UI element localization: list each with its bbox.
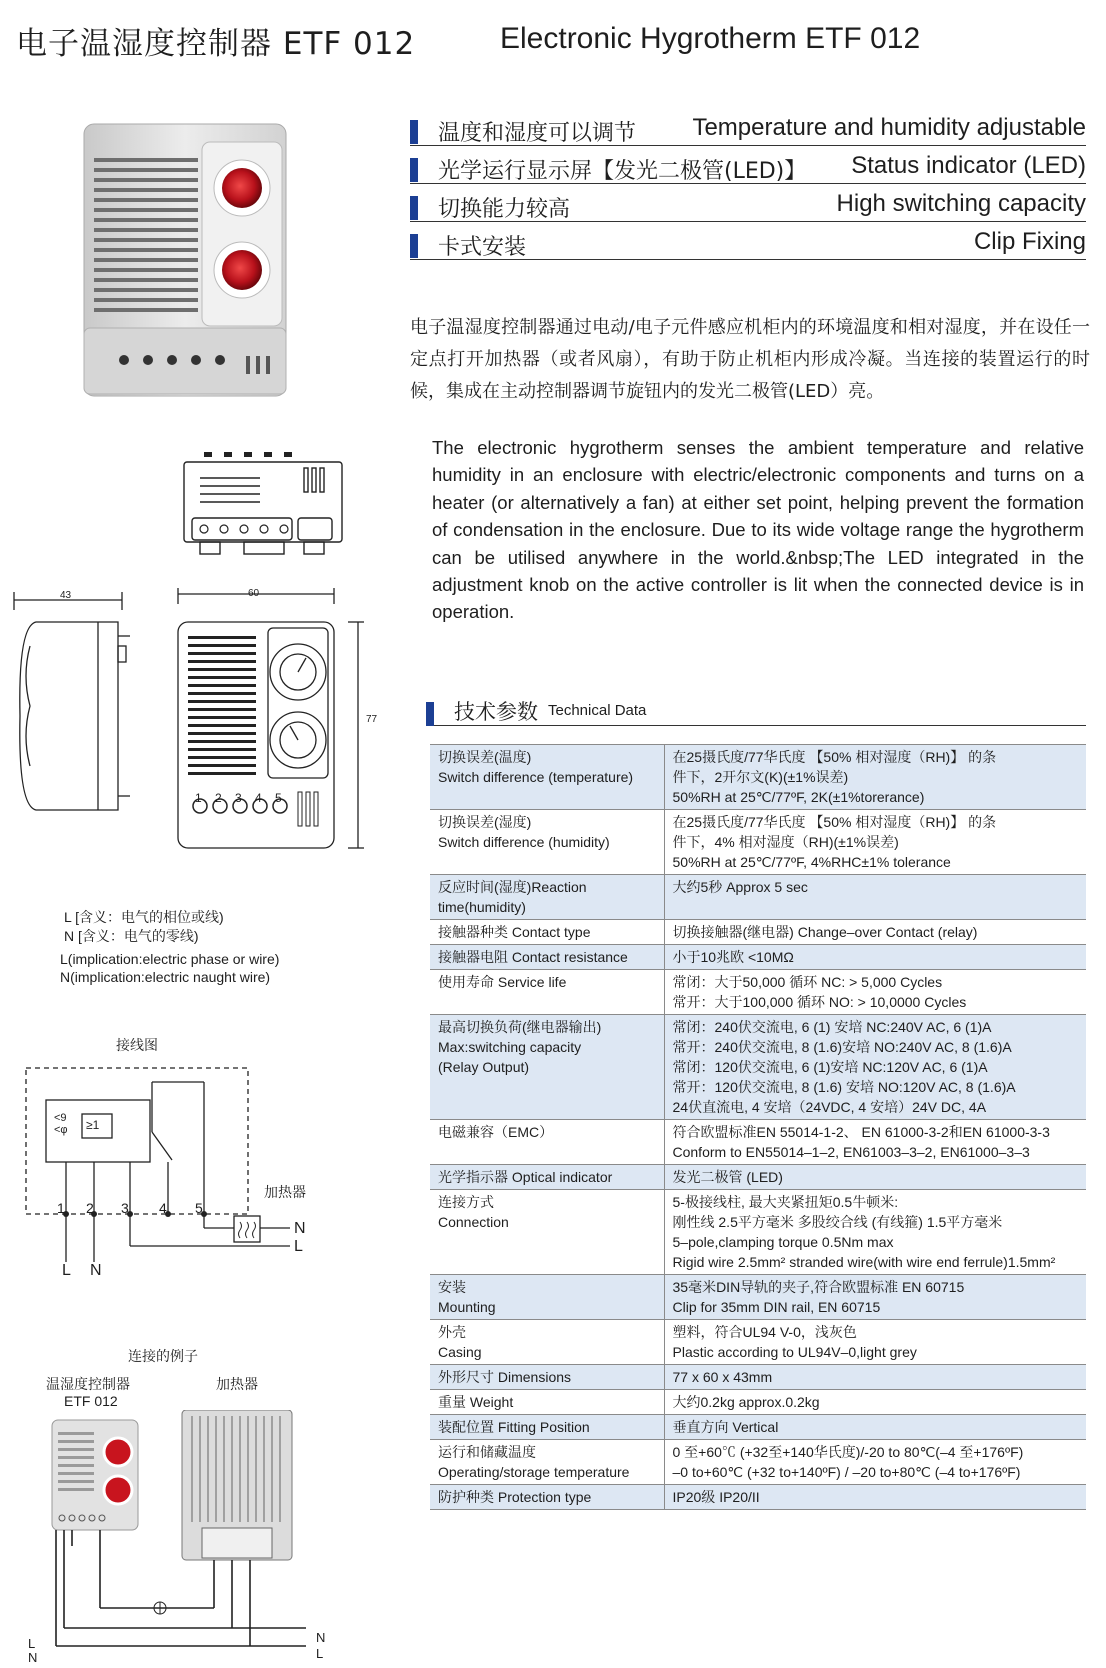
spec-value: 符合欧盟标准EN 55014-1-2、 EN 61000-3-2和EN 61000-3-3 bbox=[672, 1124, 1050, 1140]
feature-label-en: Temperature and humidity adjustable bbox=[692, 114, 1086, 141]
depth-dimension: 43 bbox=[60, 590, 72, 601]
heater-symbol-icon bbox=[239, 1222, 256, 1238]
spec-key-cell bbox=[430, 1485, 664, 1510]
spec-key-cell bbox=[430, 1415, 664, 1440]
example-controller-label: 温湿度控制器 bbox=[46, 1376, 130, 1392]
spec-value: IP20级 IP20/II bbox=[672, 1489, 760, 1505]
spec-value: 发光二极管 (LED) bbox=[672, 1169, 783, 1185]
feature-label-cn: 温度和湿度可以调节 bbox=[438, 121, 637, 146]
wiring-symbol-ge: ≥1 bbox=[86, 1118, 100, 1132]
spec-key-cell bbox=[430, 1190, 664, 1275]
height-dimension: 77 bbox=[366, 714, 378, 725]
spec-value: 50%RH at 25℃/77ºF, 4%RHC±1% tolerance bbox=[672, 854, 951, 870]
table-row bbox=[430, 1275, 1086, 1320]
spec-key: 切换误差(湿度) bbox=[438, 814, 532, 830]
spec-value: Conform to EN55014–1–2, EN61003–3–2, EN61000–3–3 bbox=[672, 1144, 1030, 1160]
spec-value-cell bbox=[664, 945, 1086, 970]
feature-row-led bbox=[410, 150, 1086, 184]
spec-value-cell bbox=[664, 1120, 1086, 1165]
connection-example-drawing bbox=[26, 1410, 326, 1660]
spec-value: Rigid wire 2.5mm² stranded wire(with wire end ferrule)1.5mm² bbox=[672, 1254, 1056, 1270]
width-dimension: 60 bbox=[248, 588, 260, 599]
front-view-drawing bbox=[176, 584, 376, 854]
table-row bbox=[430, 945, 1086, 970]
section-bar-icon bbox=[410, 234, 418, 258]
description-en: The electronic hygrotherm senses the ambient temperature and relative humidity in an enclosure with electric/electronic components and turns on a heater (or alternatively a fan) at either set point, helping prevent the formation of condensation in the enclosure. Due to its wide voltage range the hygrotherm can be utilised anywhere in the world.&nbsp;The LED integrated in the adjustment knob on the active controller is lit when the connected device is in operation. bbox=[432, 437, 1084, 623]
spec-key: 使用寿命 Service life bbox=[438, 974, 567, 990]
spec-key: 重量 Weight bbox=[438, 1394, 514, 1410]
table-row bbox=[430, 1190, 1086, 1275]
table-row bbox=[430, 810, 1086, 875]
spec-value: 0 至+60℃ (+32至+140华氏度)/-20 to 80℃(–4 至+176ºF) bbox=[672, 1444, 1024, 1460]
spec-value-cell bbox=[664, 1190, 1086, 1275]
wiring-terminal-5: 5 bbox=[195, 1200, 203, 1216]
example-title: 连接的例子 bbox=[128, 1348, 198, 1364]
spec-key-cell bbox=[430, 1440, 664, 1485]
spec-value: 大约5秒 Approx 5 sec bbox=[672, 879, 808, 895]
spec-key-cell bbox=[430, 875, 664, 920]
wiring-terminal-4: 4 bbox=[159, 1200, 167, 1216]
spec-key: 外形尺寸 Dimensions bbox=[438, 1369, 572, 1385]
spec-key-cell bbox=[430, 1165, 664, 1190]
wiring-terminal-3: 3 bbox=[121, 1200, 129, 1216]
spec-value: 24伏直流电, 4 安培（24VDC, 4 安培）24V DC, 4A bbox=[672, 1099, 987, 1115]
legend-n-cn: N [含义：电气的零线) bbox=[64, 928, 199, 944]
example-n-label: N bbox=[28, 1650, 38, 1665]
feature-row-switching bbox=[410, 188, 1086, 222]
spec-key: 切换误差(温度) bbox=[438, 749, 532, 765]
terminal-number: 3 bbox=[235, 791, 242, 805]
wiring-terminal-2: 2 bbox=[86, 1200, 94, 1216]
description-cn: 电子温湿度控制器通过电动/电子元件感应机柜内的环境温度和相对湿度，并在设任一定点打开加热器（或者风扇），有助于防止机柜内形成冷凝。当连接的装置运行的时候，集成在主动控制器调节旋钮内的发光二极管(LED）亮。 bbox=[410, 317, 1090, 402]
spec-value-cell bbox=[664, 1415, 1086, 1440]
wiring-symbol-phi: <φ bbox=[54, 1124, 68, 1136]
spec-value-cell bbox=[664, 1485, 1086, 1510]
spec-key: Switch difference (humidity) bbox=[438, 834, 610, 850]
spec-key-cell bbox=[430, 1015, 664, 1120]
temperature-knob-icon bbox=[222, 168, 262, 208]
spec-value: 切换接触器(继电器) Change–over Contact (relay) bbox=[672, 924, 978, 940]
feature-row-adjustable bbox=[410, 112, 1086, 146]
spec-value-cell bbox=[664, 1165, 1086, 1190]
example-heater-label: 加热器 bbox=[216, 1376, 258, 1392]
table-row bbox=[430, 1120, 1086, 1165]
spec-value-cell bbox=[664, 1365, 1086, 1390]
spec-value: 常闭：120伏交流电, 6 (1)安培 NC:120V AC, 6 (1)A bbox=[672, 1059, 988, 1075]
spec-key: 反应时间(湿度)Reaction time(humidity) bbox=[438, 879, 587, 915]
spec-value: 常闭：240伏交流电, 6 (1) 安培 NC:240V AC, 6 (1)A bbox=[672, 1019, 992, 1035]
spec-key: 安装 bbox=[438, 1279, 466, 1295]
spec-key-cell bbox=[430, 920, 664, 945]
table-row bbox=[430, 1165, 1086, 1190]
spec-key: (Relay Output) bbox=[438, 1059, 530, 1075]
wiring-terminal-1: 1 bbox=[57, 1200, 65, 1216]
spec-value: 垂直方向 Vertical bbox=[672, 1419, 779, 1435]
spec-key: Max:switching capacity bbox=[438, 1039, 582, 1055]
tech-heading-cn: 技术参数 bbox=[454, 700, 538, 724]
tech-data-heading bbox=[426, 696, 1086, 726]
feature-label-en: Clip Fixing bbox=[973, 228, 1086, 255]
spec-key-cell bbox=[430, 1120, 664, 1165]
heater-l-label: L bbox=[294, 1238, 303, 1255]
spec-value: 大约0.2kg approx.0.2kg bbox=[672, 1394, 820, 1410]
spec-key: 运行和储藏温度 bbox=[438, 1444, 536, 1460]
section-bar-icon bbox=[426, 702, 434, 726]
spec-value: 刚性线 2.5平方毫米 多股绞合线 (有线箍) 1.5平方毫米 bbox=[672, 1214, 1003, 1230]
wiring-diagram bbox=[20, 1062, 320, 1280]
spec-value: 77 x 60 x 43mm bbox=[672, 1369, 773, 1385]
feature-label-cn: 卡式安装 bbox=[438, 235, 527, 260]
table-row bbox=[430, 1415, 1086, 1440]
spec-value: 塑料，符合UL94 V-0，浅灰色 bbox=[672, 1324, 857, 1340]
table-row bbox=[430, 875, 1086, 920]
spec-value: 50%RH at 25℃/77ºF, 2K(±1%torerance) bbox=[672, 789, 925, 805]
spec-value: 5–pole,clamping torque 0.5Nm max bbox=[672, 1234, 894, 1250]
spec-value: 常开：大于100,000 循环 NO: > 10,0000 Cycles bbox=[672, 994, 967, 1010]
spec-value-cell bbox=[664, 875, 1086, 920]
spec-key: 电磁兼容（EMC） bbox=[438, 1124, 554, 1140]
spec-key: Switch difference (temperature) bbox=[438, 769, 634, 785]
example-right-n-label: N bbox=[316, 1630, 326, 1645]
spec-key: Mounting bbox=[438, 1299, 496, 1315]
spec-value-cell bbox=[664, 1275, 1086, 1320]
table-row bbox=[430, 1015, 1086, 1120]
spec-key: 光学指示器 Optical indicator bbox=[438, 1169, 613, 1185]
spec-value: 5-极接线柱, 最大夹紧扭矩0.5牛顿米: bbox=[672, 1194, 899, 1210]
spec-value-cell bbox=[664, 810, 1086, 875]
tech-heading-en: Technical Data bbox=[548, 702, 647, 719]
spec-key: Connection bbox=[438, 1214, 509, 1230]
page-title-en: Electronic Hygrotherm ETF 012 bbox=[500, 22, 921, 55]
spec-value-cell bbox=[664, 1015, 1086, 1120]
spec-key-cell bbox=[430, 1320, 664, 1365]
section-bar-icon bbox=[410, 120, 418, 144]
spec-key: 防护种类 Protection type bbox=[438, 1489, 592, 1505]
spec-key-cell bbox=[430, 810, 664, 875]
spec-key-cell bbox=[430, 1365, 664, 1390]
spec-value-cell bbox=[664, 1320, 1086, 1365]
spec-value: 35毫米DIN导轨的夹子,符合欧盟标准 EN 60715 bbox=[672, 1279, 965, 1295]
table-row bbox=[430, 1365, 1086, 1390]
spec-value-cell bbox=[664, 970, 1086, 1015]
wiring-heater-label: 加热器 bbox=[264, 1184, 306, 1200]
spec-key-cell bbox=[430, 745, 664, 810]
spec-value-cell bbox=[664, 1440, 1086, 1485]
spec-key: Operating/storage temperature bbox=[438, 1464, 630, 1480]
wiring-title: 接线图 bbox=[116, 1037, 158, 1053]
spec-value: 小于10兆欧 <10MΩ bbox=[672, 949, 794, 965]
table-row bbox=[430, 1390, 1086, 1415]
spec-value: 常开：120伏交流电, 8 (1.6) 安培 NO:120V AC, 8 (1.6)A bbox=[672, 1079, 1016, 1095]
spec-value: 在25摄氏度/77华氏度 【50% 相对湿度（RH)】 的条 bbox=[672, 749, 997, 765]
spec-value: 件下，2开尔文(K)(±1%误差) bbox=[672, 769, 849, 785]
table-row bbox=[430, 970, 1086, 1015]
terminal-number: 2 bbox=[215, 791, 222, 805]
legend-n-en: N(implication:electric naught wire) bbox=[60, 969, 271, 985]
legend-l-en: L(implication:electric phase or wire) bbox=[60, 951, 280, 967]
example-right-l-label: L bbox=[316, 1646, 324, 1661]
table-row bbox=[430, 1485, 1086, 1510]
tech-data-table bbox=[430, 744, 1086, 1510]
wiring-l-label: L bbox=[62, 1262, 71, 1279]
example-controller-model: ETF 012 bbox=[64, 1393, 118, 1409]
humidity-knob-icon bbox=[222, 250, 262, 290]
feature-row-clip bbox=[410, 226, 1086, 260]
wiring-n-label: N bbox=[90, 1262, 102, 1279]
page-title-cn: 电子温湿度控制器 ETF 012 bbox=[16, 26, 416, 62]
product-photo bbox=[78, 118, 298, 408]
table-row bbox=[430, 745, 1086, 810]
spec-key: 接触器种类 Contact type bbox=[438, 924, 591, 940]
spec-key-cell bbox=[430, 970, 664, 1015]
terminal-number: 5 bbox=[275, 791, 282, 805]
terminal-number: 4 bbox=[255, 791, 262, 805]
section-bar-icon bbox=[410, 158, 418, 182]
table-row bbox=[430, 1440, 1086, 1485]
top-view-drawing bbox=[180, 448, 350, 566]
heater-n-label: N bbox=[294, 1220, 306, 1237]
spec-key: 装配位置 Fitting Position bbox=[438, 1419, 590, 1435]
section-bar-icon bbox=[410, 196, 418, 220]
side-view-drawing bbox=[8, 586, 138, 848]
spec-value: –0 to+60℃ (+32 to+140ºF) / –20 to+80℃ (–4 to+176ºF) bbox=[672, 1464, 1021, 1480]
table-row bbox=[430, 920, 1086, 945]
spec-key: Casing bbox=[438, 1344, 482, 1360]
feature-label-en: High switching capacity bbox=[836, 190, 1086, 217]
spec-key: 接触器电阻 Contact resistance bbox=[438, 949, 628, 965]
spec-key-cell bbox=[430, 945, 664, 970]
spec-value: 在25摄氏度/77华氏度 【50% 相对湿度（RH)】 的条 bbox=[672, 814, 997, 830]
legend-l-cn: L [含义：电气的相位或线) bbox=[64, 909, 224, 925]
table-row bbox=[430, 1320, 1086, 1365]
spec-value-cell bbox=[664, 1390, 1086, 1415]
terminal-number: 1 bbox=[195, 791, 202, 805]
spec-value: Clip for 35mm DIN rail, EN 60715 bbox=[672, 1299, 881, 1315]
example-l-label: L bbox=[28, 1636, 36, 1651]
wiring-symbol-lt: <9 bbox=[54, 1112, 67, 1124]
feature-label-cn: 光学运行显示屏【发光二极管(LED)】 bbox=[438, 159, 807, 184]
feature-label-en: Status indicator (LED) bbox=[851, 152, 1086, 179]
spec-value: 常闭：大于50,000 循环 NC: > 5,000 Cycles bbox=[672, 974, 943, 990]
spec-key: 连接方式 bbox=[438, 1194, 494, 1210]
spec-value: 常开：240伏交流电, 8 (1.6)安培 NO:240V AC, 8 (1.6)A bbox=[672, 1039, 1012, 1055]
spec-key-cell bbox=[430, 1275, 664, 1320]
spec-key-cell bbox=[430, 1390, 664, 1415]
spec-key: 最高切换负荷(继电器输出) bbox=[438, 1019, 602, 1035]
feature-label-cn: 切换能力较高 bbox=[438, 197, 571, 222]
spec-value: Plastic according to UL94V–0,light grey bbox=[672, 1344, 917, 1360]
spec-value-cell bbox=[664, 745, 1086, 810]
spec-key: 外壳 bbox=[438, 1324, 466, 1340]
spec-value-cell bbox=[664, 920, 1086, 945]
spec-value: 件下，4% 相对湿度（RH)(±1%误差) bbox=[672, 834, 899, 850]
